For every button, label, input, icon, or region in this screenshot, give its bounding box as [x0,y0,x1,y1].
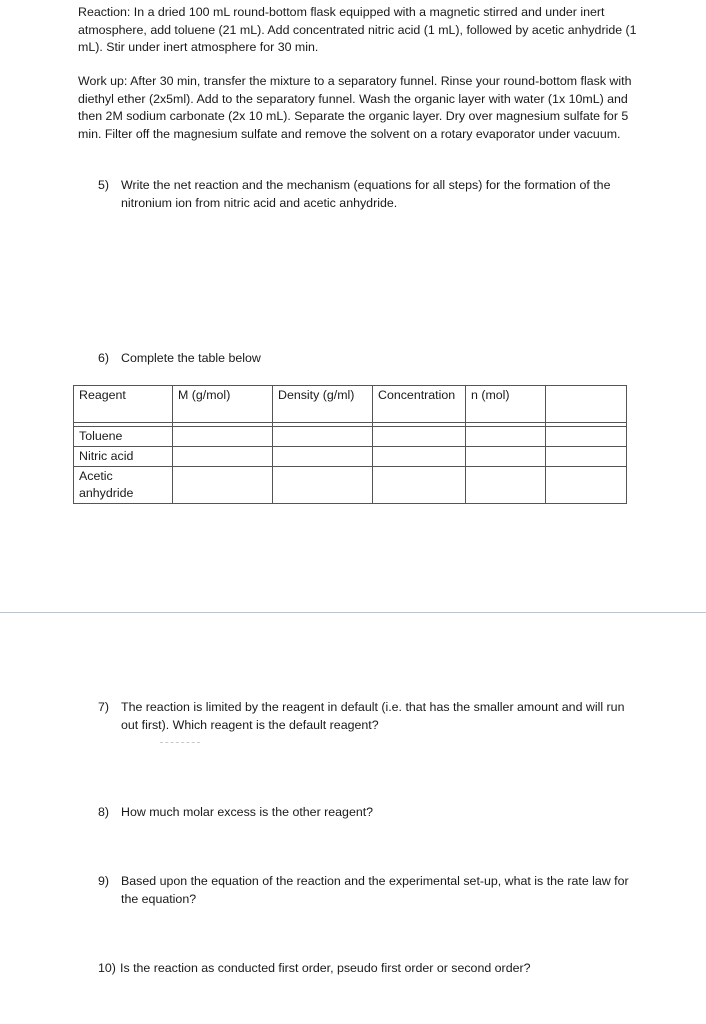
question-number: 8) [98,805,110,819]
reagent-name: Toluene [74,427,173,447]
reagent-table [73,385,627,504]
question-text: Is the reaction as conducted first order, pseudo first order or second order? [120,961,531,975]
header-reagent: Reagent [74,386,173,423]
question-text: Based upon the equation of the reaction and the experimental set-up, what is the rate law for the equation? [121,874,629,906]
table-cell[interactable] [373,427,466,447]
table-row [74,467,627,504]
question-text: Complete the table below [121,351,261,365]
table-cell[interactable] [466,427,546,447]
table-cell[interactable] [546,427,627,447]
table-cell[interactable] [173,427,273,447]
header-density: Density (g/ml) [273,386,373,423]
table-row [74,447,627,467]
question-number: 5) [98,178,110,192]
table-cell[interactable] [273,447,373,467]
question-number: 10) [98,961,116,975]
question-text: The reaction is limited by the reagent in default (i.e. that has the smaller amount and will run out first). Which reagent is the default reagent? [121,700,625,732]
table-cell[interactable] [546,467,627,504]
workup-paragraph: Work up: After 30 min, transfer the mixture to a separatory funnel. Rinse your round-bottom flask with diethyl ether (2x5ml). Add to the separatory funnel. Wash the organic layer with water (1x 10mL) and then 2M sodium carbonate (2x 10 mL). Separate the organic layer. Dry over magnesium sulfate for 5 min. Filter off the magnesium sulfate and remove the solvent on a rotary evaporator under vacuum. [78,74,632,141]
header-concentration: Concentration [373,386,466,423]
header-blank [546,386,627,423]
question-text: How much molar excess is the other reagent? [121,805,374,819]
reagent-name: Nitric acid [74,447,173,467]
table-cell[interactable] [546,447,627,467]
table-cell[interactable] [273,467,373,504]
table-cell[interactable] [373,467,466,504]
header-molar-mass: M (g/mol) [173,386,273,423]
table-cell[interactable] [373,447,466,467]
question-number: 6) [98,351,110,365]
pencil-mark [160,742,200,744]
table-header-row [74,386,627,423]
question-text: Write the net reaction and the mechanism (equations for all steps) for the formation of the nitronium ion from nitric acid and acetic anhydride. [121,178,611,210]
header-moles: n (mol) [466,386,546,423]
reagent-name: Acetic anhydride [74,467,173,504]
table-cell[interactable] [173,467,273,504]
table-cell[interactable] [466,467,546,504]
question-number: 7) [98,700,110,714]
question-number: 9) [98,874,110,888]
reaction-paragraph: Reaction: In a dried 100 mL round-bottom flask equipped with a magnetic stirred and under inert atmosphere, add toluene (21 mL). Add concentrated nitric acid (1 mL), followed by acetic anhydride (1 mL). Stir under inert atmosphere for 30 min. [78,5,637,54]
table-cell[interactable] [466,447,546,467]
page-divider [0,612,706,613]
table-cell[interactable] [173,447,273,467]
table-cell[interactable] [273,427,373,447]
table-row [74,427,627,447]
